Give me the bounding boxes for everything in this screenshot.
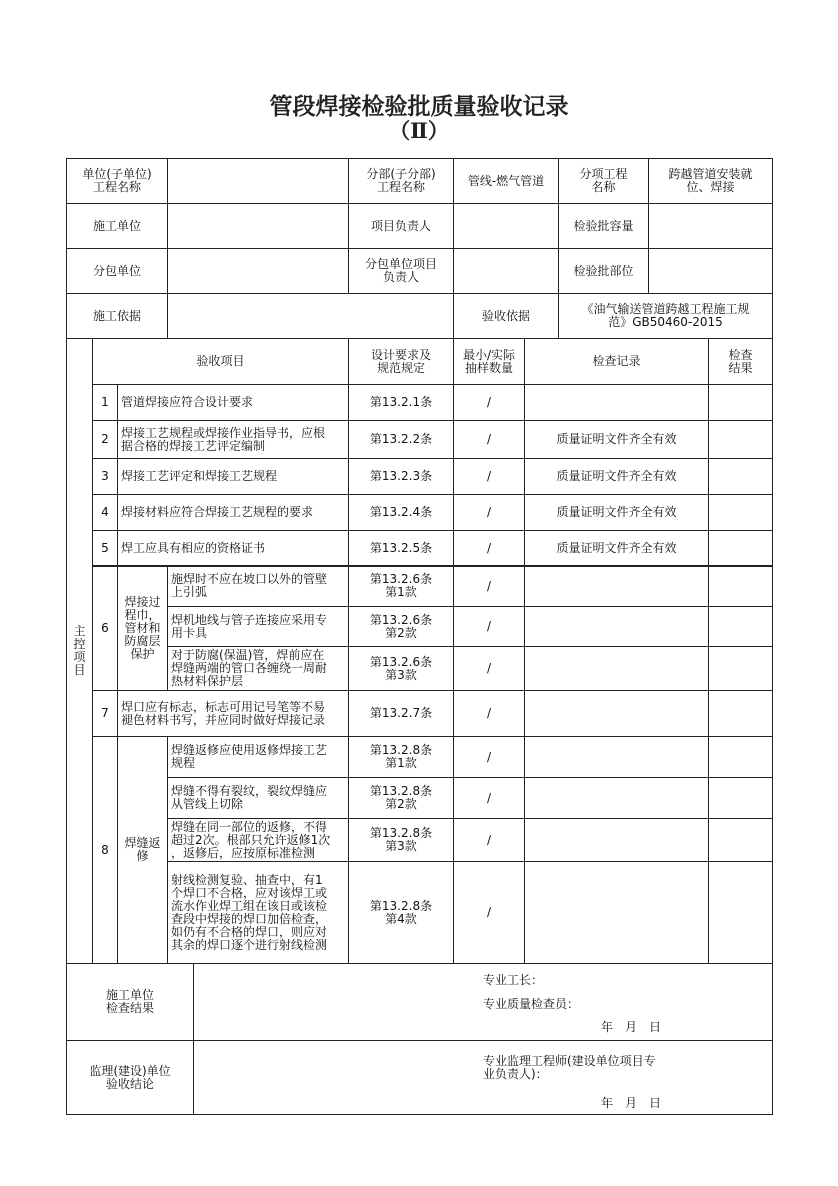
subitem-result[interactable] xyxy=(708,565,773,607)
group-label: 焊缝返 修 xyxy=(117,736,168,964)
subitem-record[interactable] xyxy=(524,861,709,964)
sub-pm-label: 分包单位项目 负责人 xyxy=(348,248,454,294)
item-record[interactable]: 质量证明文件齐全有效 xyxy=(524,458,709,495)
subitem-record[interactable] xyxy=(524,606,709,647)
subitem-spec: 第13.2.8条 第1款 xyxy=(348,736,454,778)
subitem-sample[interactable]: / xyxy=(453,777,525,819)
item-number: 5 xyxy=(92,530,118,567)
item-sample[interactable]: / xyxy=(453,690,525,737)
item-description: 焊接工艺规程或焊接作业指导书，应根 据合格的焊接工艺评定编制 xyxy=(117,420,349,459)
foreman-label: 专业工长： xyxy=(483,973,544,987)
item-result[interactable] xyxy=(708,384,773,421)
item-number: 8 xyxy=(92,736,118,964)
subitem-result[interactable] xyxy=(708,646,773,691)
subitem-result[interactable] xyxy=(708,777,773,819)
item-result[interactable] xyxy=(708,420,773,459)
subitem-sample[interactable]: / xyxy=(453,565,525,607)
subitem-description: 对于防腐(保温)管，焊前应在 焊缝两端的管口各缠绕一周耐 热材料保护层 xyxy=(167,646,349,691)
subitem-name-field[interactable]: 跨越管道安装就 位、焊接 xyxy=(648,158,773,204)
group-label: 焊接过 程巾， 管材和 防腐层 保护 xyxy=(117,565,168,691)
subitem-name-label: 分项工程 名称 xyxy=(558,158,649,204)
subitem-sample[interactable]: / xyxy=(453,646,525,691)
item-sample[interactable]: / xyxy=(453,458,525,495)
item-result[interactable] xyxy=(708,494,773,531)
main-control-items-label: 主 控 项 目 xyxy=(66,338,93,964)
item-spec: 第13.2.7条 xyxy=(348,690,454,737)
subitem-record[interactable] xyxy=(524,777,709,819)
subitem-spec: 第13.2.6条 第1款 xyxy=(348,565,454,607)
batch-location-label: 检验批部位 xyxy=(558,248,649,294)
item-number: 2 xyxy=(92,420,118,459)
item-description: 焊口应有标志，标志可用记号笔等不易 褪色材料书写，并应同时做好焊接记录 xyxy=(117,690,349,737)
item-description: 焊接材料应符合焊接工艺规程的要求 xyxy=(117,494,349,531)
subitem-description: 焊缝在同一部位的返修，不得 超过2次。根部只允许返修1次 ，返修后，应按原标准检测 xyxy=(167,818,349,862)
subitem-result[interactable] xyxy=(708,736,773,778)
subitem-spec: 第13.2.8条 第4款 xyxy=(348,861,454,964)
item-number: 6 xyxy=(92,565,118,691)
subitem-spec: 第13.2.8条 第2款 xyxy=(348,777,454,819)
date-field[interactable]: 年 月 日 xyxy=(601,1020,662,1034)
col-header-record: 检查记录 xyxy=(524,338,709,385)
subitem-result[interactable] xyxy=(708,606,773,647)
sub-pm-field[interactable] xyxy=(453,248,559,294)
item-number: 3 xyxy=(92,458,118,495)
item-sample[interactable]: / xyxy=(453,384,525,421)
item-record[interactable] xyxy=(524,384,709,421)
item-result[interactable] xyxy=(708,530,773,567)
date-field[interactable]: 年 月 日 xyxy=(601,1096,662,1110)
division-name-field[interactable]: 管线-燃气管道 xyxy=(453,158,559,204)
item-record[interactable]: 质量证明文件齐全有效 xyxy=(524,530,709,567)
item-number: 1 xyxy=(92,384,118,421)
item-description: 焊工应具有相应的资格证书 xyxy=(117,530,349,567)
subitem-sample[interactable]: / xyxy=(453,736,525,778)
acceptance-basis-label: 验收依据 xyxy=(453,293,559,339)
subitem-record[interactable] xyxy=(524,736,709,778)
item-sample[interactable]: / xyxy=(453,530,525,567)
acceptance-basis-field[interactable]: 《油气输送管道跨越工程施工规 范》GB50460-2015 xyxy=(558,293,773,339)
item-spec: 第13.2.1条 xyxy=(348,384,454,421)
subitem-description: 焊机地线与管子连接应采用专 用卡具 xyxy=(167,606,349,647)
unit-name-field[interactable] xyxy=(167,158,349,204)
construction-basis-field[interactable] xyxy=(167,293,454,339)
col-header-sample: 最小/实际 抽样数量 xyxy=(453,338,525,385)
batch-capacity-label: 检验批容量 xyxy=(558,203,649,249)
subitem-spec: 第13.2.6条 第3款 xyxy=(348,646,454,691)
subitem-record[interactable] xyxy=(524,646,709,691)
item-sample[interactable]: / xyxy=(453,420,525,459)
subcontractor-field[interactable] xyxy=(167,248,349,294)
project-manager-label: 项目负责人 xyxy=(348,203,454,249)
col-header-result: 检查 结果 xyxy=(708,338,773,385)
item-number: 7 xyxy=(92,690,118,737)
item-description: 焊接工艺评定和焊接工艺规程 xyxy=(117,458,349,495)
project-manager-field[interactable] xyxy=(453,203,559,249)
item-result[interactable] xyxy=(708,690,773,737)
subcontractor-label: 分包单位 xyxy=(66,248,168,294)
constructor-field[interactable] xyxy=(167,203,349,249)
subitem-description: 射线检测复验、抽查中，有1 个焊口不合格，应对该焊工或 流水作业焊工组在该日或该检 查段中焊接的焊口加倍检查， 如仍有不合格的焊口，则应对 其余的焊口逐个进行射线检测 xyxy=(167,861,349,964)
item-sample[interactable]: / xyxy=(453,494,525,531)
subitem-description: 施焊时不应在坡口以外的管壁 上引弧 xyxy=(167,565,349,607)
quality-inspector-label: 专业质量检查员： xyxy=(483,997,580,1011)
subitem-result[interactable] xyxy=(708,861,773,964)
item-record[interactable]: 质量证明文件齐全有效 xyxy=(524,420,709,459)
subitem-record[interactable] xyxy=(524,818,709,862)
item-result[interactable] xyxy=(708,458,773,495)
subitem-result[interactable] xyxy=(708,818,773,862)
item-description: 管道焊接应符合设计要求 xyxy=(117,384,349,421)
item-record[interactable] xyxy=(524,690,709,737)
item-spec: 第13.2.5条 xyxy=(348,530,454,567)
item-spec: 第13.2.3条 xyxy=(348,458,454,495)
subitem-description: 焊缝不得有裂纹，裂纹焊缝应 从管线上切除 xyxy=(167,777,349,819)
supervisor-conclusion-label: 监理(建设)单位 验收结论 xyxy=(66,1040,194,1115)
construction-basis-label: 施工依据 xyxy=(66,293,168,339)
col-header-spec: 设计要求及 规范规定 xyxy=(348,338,454,385)
subitem-spec: 第13.2.8条 第3款 xyxy=(348,818,454,862)
item-number: 4 xyxy=(92,494,118,531)
page-title: 管段焊接检验批质量验收记录 xyxy=(269,93,569,120)
page-subtitle: （Ⅱ） xyxy=(389,118,449,143)
col-header-item: 验收项目 xyxy=(92,338,349,385)
constructor-check-label: 施工单位 检查结果 xyxy=(66,963,194,1041)
division-name-label: 分部(子分部) 工程名称 xyxy=(348,158,454,204)
subitem-sample[interactable]: / xyxy=(453,818,525,862)
item-record[interactable]: 质量证明文件齐全有效 xyxy=(524,494,709,531)
subitem-sample[interactable]: / xyxy=(453,606,525,647)
subitem-description: 焊缝返修应使用返修焊接工艺 规程 xyxy=(167,736,349,778)
item-spec: 第13.2.2条 xyxy=(348,420,454,459)
subitem-spec: 第13.2.6条 第2款 xyxy=(348,606,454,647)
unit-name-label: 单位(子单位) 工程名称 xyxy=(66,158,168,204)
item-spec: 第13.2.4条 xyxy=(348,494,454,531)
batch-capacity-field[interactable] xyxy=(648,203,773,249)
supervising-engineer-label: 专业监理工程师(建设单位项目专 业负责人)： xyxy=(483,1054,656,1081)
subitem-record[interactable] xyxy=(524,565,709,607)
batch-location-field[interactable] xyxy=(648,248,773,294)
constructor-label: 施工单位 xyxy=(66,203,168,249)
subitem-sample[interactable]: / xyxy=(453,861,525,964)
